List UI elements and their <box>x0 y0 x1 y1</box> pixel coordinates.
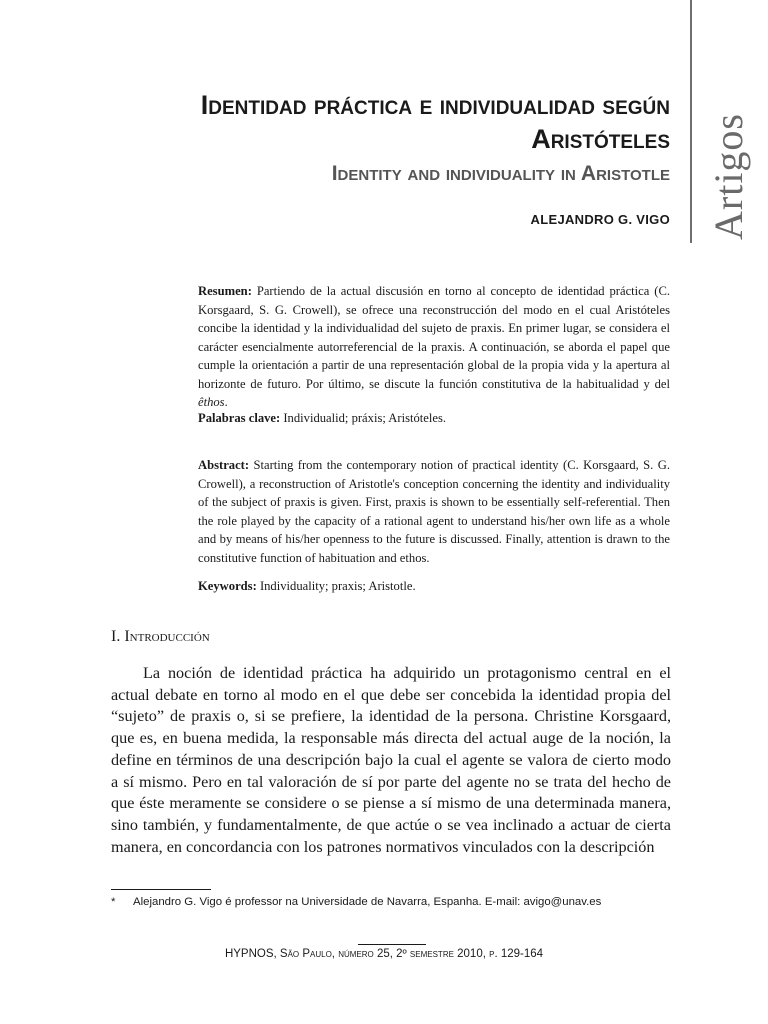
resumen-paragraph: Resumen: Partiendo de la actual discusión en torno al concepto de identidad práctica (C. Korsgaard, S. G. Crowell), se ofrece una reconstrucción del modo en el cual Aristóteles concibe la identidad y la individualidad del sujeto de praxis. En primer lugar, se considera el carácter esencialmente autorreferencial de la praxis. A continuación, se aborda el papel que cumple la orientación a partir de una representación global de la propia vida y la apertura al horizonte de futuro. Por último, se discute la función constitutiva de la habitualidad y del êthos. <box>198 284 670 409</box>
abstract-label: Abstract <box>198 458 245 472</box>
footnote-marker: * <box>111 896 116 908</box>
resumen-label: Resumen <box>198 284 248 298</box>
article-subtitle: Identity and individuality in Aristotle <box>331 162 670 185</box>
resumen-text-end: êthos <box>198 395 225 409</box>
resumen-keywords: Palabras clave: Individualid; práxis; Aristóteles. <box>198 411 447 425</box>
footer-issue: número 25, 2º semestre 2010, p. 129-164 <box>338 948 544 960</box>
footnote-rule <box>111 889 211 890</box>
footer-rule <box>358 944 426 945</box>
author-name: ALEJANDRO G. VIGO <box>530 212 670 227</box>
footer-journal: HYPNOS, <box>224 948 277 960</box>
footer-place: São Paulo, <box>279 948 335 960</box>
palabras-clave-text: Individualid; práxis; Aristóteles. <box>283 411 447 425</box>
abstract-text: Starting from the contemporary notion of practical identity (C. Korsgaard, S. G. Crowell), a reconstruction of Aristotle's conception concerning the identity and individuality of the subject of praxis is given. First, praxis is shown to be essentially self-referential. Then the role played by the capacity of a rational agent to understand his/her own life as a whole and by means of his/her openness to the future is discussed. Finally, attention is drawn to the constitutive function of habituation and ethos. <box>198 458 670 565</box>
article-title: Identidad práctica e individualidad según Aristóteles <box>200 90 670 154</box>
abstract-keywords: Keywords: Individuality; praxis; Aristotle. <box>198 579 416 593</box>
footnote-text: Alejandro G. Vigo é professor na Universidade de Navarra, Espanha. E-mail: avigo@unav.es <box>133 896 602 908</box>
section-title: Introducción <box>124 628 210 645</box>
abstract-paragraph: Abstract: Starting from the contemporary notion of practical identity (C. Korsgaard, S. G. Crowell), a reconstruction of Aristotle's conception concerning the identity and individuality of the subject of praxis is given. First, praxis is shown to be essentially self-referential. Then the role played by the capacity of a rational agent to understand his/her own life as a whole and by means of his/her openness to the future is discussed. Finally, attention is drawn to the constitutive function of habituation and ethos. <box>198 458 670 565</box>
side-vertical-rule <box>690 0 692 243</box>
resumen-text: Partiendo de la actual discusión en torno al concepto de identidad práctica (C. Korsgaard, S. G. Crowell), se ofrece una reconstrucción del modo en el cual Aristóteles concibe la identidad y la individualidad del sujeto de praxis. En primer lugar, se considera el carácter esencialmente autorreferencial de la praxis. A continuación, se aborda el papel que cumple la orientación a partir de una representación global de la propia vida y la apertura al horizonte de futuro. Por último, se discute la función constitutiva de la habitualidad y del <box>198 284 670 391</box>
body-paragraph: La noción de identidad práctica ha adquirido un protagonismo central en el actual debate en torno al modo en el que debe ser concebida la identidad propia del “sujeto” de praxis o, si se prefiere, la identidad de la persona. Christine Korsgaard, que es, en buena medida, la responsable más directa del actual auge de la noción, la define en términos de una descripción bajo la cual el agente se valora de cierto modo a sí mismo. Pero en tal valoración de sí por parte del agente no se trata del hecho de que éste meramente se considere o se piense a sí mismo de una determinada manera, sino también, y fundamentalmente, de que actúe o se vea inclinado a actuar de cierta manera, en concordancia con los patrones normativos vinculados con la descripción <box>111 664 671 856</box>
running-footer <box>0 948 768 960</box>
keywords-text: Individuality; praxis; Aristotle. <box>259 579 416 593</box>
keywords-label: Keywords <box>198 579 253 593</box>
section-tab-label: Artigos <box>706 113 751 240</box>
palabras-clave-label: Palabras clave <box>198 411 276 425</box>
footnote <box>111 896 681 908</box>
section-heading <box>111 628 210 646</box>
section-number: I. <box>111 628 121 645</box>
